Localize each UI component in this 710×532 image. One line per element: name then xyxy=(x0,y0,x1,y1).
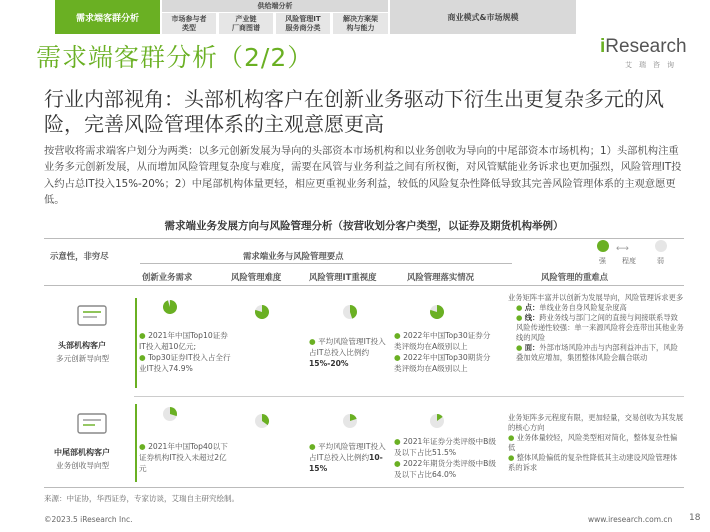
level-pie xyxy=(162,406,178,422)
level-pie xyxy=(429,413,445,429)
level-pie xyxy=(254,304,270,320)
cell-text: 业务矩阵多元程度有限，更加轻量，交易创收为其发展的核心方向 xyxy=(508,413,684,432)
building-icon xyxy=(75,410,109,436)
table-note: 示意性，非穷尽 xyxy=(50,251,109,261)
list-item: ● 2022年中国Top30证券分类评级均在A级别以上 xyxy=(394,331,491,351)
level-pie xyxy=(342,304,358,320)
divider xyxy=(140,263,512,264)
nav-tab-business[interactable]: 商业模式&市场规模 xyxy=(390,0,576,34)
legend-weak-icon xyxy=(655,240,667,252)
list-item: ● 点：单线业务自身风险复杂度高 xyxy=(516,303,627,312)
list-item: ● 面：外部市场风险冲击与内部利益冲击下，风险叠加效应增加，集团整体风险会藕合联动 xyxy=(516,343,678,362)
level-pie xyxy=(254,413,270,429)
nav-tab-participants[interactable] xyxy=(162,13,216,34)
row-name: 中尾部机构客户 xyxy=(54,448,110,457)
list-item: ● 业务体量较轻，风险类型相对简化，整体复杂性偏低 xyxy=(508,433,678,452)
list-item: ● 2021年中国Top40以下证券机构IT投入未超过2亿元 xyxy=(139,442,228,473)
cell-innovation xyxy=(139,441,231,474)
legend-mid-label: 程度 xyxy=(622,257,636,265)
cell-text: 平均风险管理IT投入占IT总投入比例约 xyxy=(309,337,386,357)
page-title: 需求端客群分析（2/2） xyxy=(36,43,314,72)
cell-implementation xyxy=(394,330,498,374)
row-accent-bar xyxy=(135,404,137,482)
website-link[interactable]: www.iresearch.com.cn xyxy=(588,515,673,524)
list-item: ● 2021年中国Top10证券IT投入超10亿元; xyxy=(139,331,228,351)
cell-text: 业务体量较轻，风险类型相对简化，整体复杂性偏低 xyxy=(508,433,678,452)
legend-strong-label: 强 xyxy=(599,257,606,265)
legend-strong-icon xyxy=(597,240,609,252)
level-pie xyxy=(342,413,358,429)
row-subtitle: 业务创收导向型 xyxy=(56,461,110,470)
row-name: 头部机构客户 xyxy=(58,341,106,350)
list-item: ● Top30证券IT投入占全行业IT投入74.9% xyxy=(139,353,231,373)
divider xyxy=(44,487,684,488)
nav-sub-label: 风险管理IT 服务商分类 xyxy=(285,14,321,32)
building-icon xyxy=(75,302,109,328)
divider xyxy=(44,285,684,286)
intro-paragraph: 按营收将需求端客户划分为两类：以多元创新发展为导向的头部资本市场机构和以业务创收为导向的中尾部资本市场机构；1）头部机构注重业务多元创新发展，从而增加风险管理复杂度与难度，需要在风管与业务利益之间有所权衡，对风管赋能业务诉求也更加强烈，风险管理IT投入约占总IT投入15%-20%；2）中尾部机构体量更轻，相应更重视业务利益，较低的风险复杂性降低导致其完善风险管理体系的主观意愿更低。 xyxy=(44,145,682,207)
nav-tab-solutions[interactable] xyxy=(333,13,388,34)
group-header: 需求端业务与风险管理要点 xyxy=(243,251,344,261)
double-arrow-icon: ⟷ xyxy=(616,244,629,254)
nav-sub-label: 解决方案架 构与能力 xyxy=(343,14,378,32)
nav-tab-chain[interactable] xyxy=(219,13,273,34)
nav-tab-vendors[interactable] xyxy=(276,13,330,34)
point-key: 线： xyxy=(524,313,540,322)
col-header: 风险管理的重难点 xyxy=(541,272,608,282)
cell-text: 整体风险偏低的复杂性降低其主动建设风险管理体系的诉求 xyxy=(508,453,678,472)
row-accent-bar xyxy=(135,298,137,388)
divider xyxy=(44,238,684,239)
cell-highlight: 15%-20% xyxy=(309,359,349,368)
nav-group-supply: 供给端分析 xyxy=(162,0,388,12)
col-header: 风险管理难度 xyxy=(231,272,282,282)
col-header: 风险管理落实情况 xyxy=(407,272,474,282)
point-key: 点： xyxy=(524,303,540,312)
source-note: 来源：中证协，华西证券，专家访谈，艾瑞自主研究绘制。 xyxy=(44,494,239,503)
brand-logo: iResearch xyxy=(600,36,687,57)
col-header: 风险管理IT重视度 xyxy=(309,272,377,282)
cell-it-importance: ● 平均风险管理IT投入占IT总投入比例约10-15% xyxy=(309,442,386,473)
cell-text: 2022年期货分类评级中B级及以下占比64.0% xyxy=(394,459,496,479)
list-item: ● 线：跨业务线与部门之间的直接与间接联系导致风险传递性较强：单一来源风险将会连带出其他业务线的风险 xyxy=(516,313,684,342)
pie-slice xyxy=(163,300,177,314)
col-header: 创新业务需求 xyxy=(142,272,193,282)
list-item: ● 整体风险偏低的复杂性降低其主动建设风险管理体系的诉求 xyxy=(508,453,678,472)
brand-logo-sub: 艾瑞咨询 xyxy=(625,61,681,69)
point-key: 面： xyxy=(524,343,540,352)
cell-it-importance: ● 平均风险管理IT投入占IT总投入比例约15%-20% xyxy=(309,337,386,368)
level-pie xyxy=(162,299,178,315)
cell-key-difficulty xyxy=(508,413,684,473)
cell-text: 2022年中国Top30证券分类评级均在A级别以上 xyxy=(394,331,491,351)
point-text: 外部市场风险冲击与内部利益冲击下，风险叠加效应增加，集团整体风险会藕合联动 xyxy=(516,343,678,362)
cell-text: Top30证券IT投入占全行业IT投入74.9% xyxy=(139,353,231,373)
chart-title: 需求端业务发展方向与风险管理分析（按营收划分客户类型，以证券及期货机构举例） xyxy=(164,220,564,232)
page-number: 18 xyxy=(689,513,701,523)
list-item: ● 2022年期货分类评级中B级及以下占比64.0% xyxy=(394,459,496,479)
cell-text: 2021年证券分类评级中B级及以下占比51.5% xyxy=(394,437,496,457)
level-pie xyxy=(429,304,445,320)
divider xyxy=(134,396,684,397)
cell-implementation xyxy=(394,436,498,480)
cell-text: 2021年中国Top10证券IT投入超10亿元; xyxy=(139,331,228,351)
copyright: ©2023.5 iResearch Inc. xyxy=(44,515,133,524)
nav-sub-label: 产业链 厂商图谱 xyxy=(232,14,260,32)
cell-key-difficulty xyxy=(508,293,684,363)
point-list xyxy=(508,303,684,363)
cell-text: 业务矩阵丰富并以创新为发展导向，风险管理诉求更多 xyxy=(508,293,684,302)
point-text: 跨业务线与部门之间的直接与间接联系导致风险传递性较强：单一来源风险将会连带出其他业务线的风险 xyxy=(516,313,684,342)
legend-weak-label: 弱 xyxy=(657,257,664,265)
headline: 行业内部视角：头部机构客户在创新业务驱动下衍生出更复杂多元的风险，完善风险管理体系的主观意愿更高 xyxy=(44,87,664,136)
nav-sub-label: 市场参与者 类型 xyxy=(171,14,207,32)
cell-text: 2021年中国Top40以下证券机构IT投入未超过2亿元 xyxy=(139,442,228,473)
cell-innovation xyxy=(139,330,231,374)
list-item: ● 2021年证券分类评级中B级及以下占比51.5% xyxy=(394,437,496,457)
cell-highlight: 10-15% xyxy=(309,453,383,473)
cell-text: 平均风险管理IT投入占IT总投入比例约 xyxy=(309,442,386,462)
row-subtitle: 多元创新导向型 xyxy=(56,354,110,363)
nav-tab-demand[interactable]: 需求端客群分析 xyxy=(55,0,160,34)
list-item: ● 2022年中国Top30期货分类评级均在A级别以上 xyxy=(394,353,491,373)
cell-text: 2022年中国Top30期货分类评级均在A级别以上 xyxy=(394,353,491,373)
point-text: 单线业务自身风险复杂度高 xyxy=(539,303,627,312)
